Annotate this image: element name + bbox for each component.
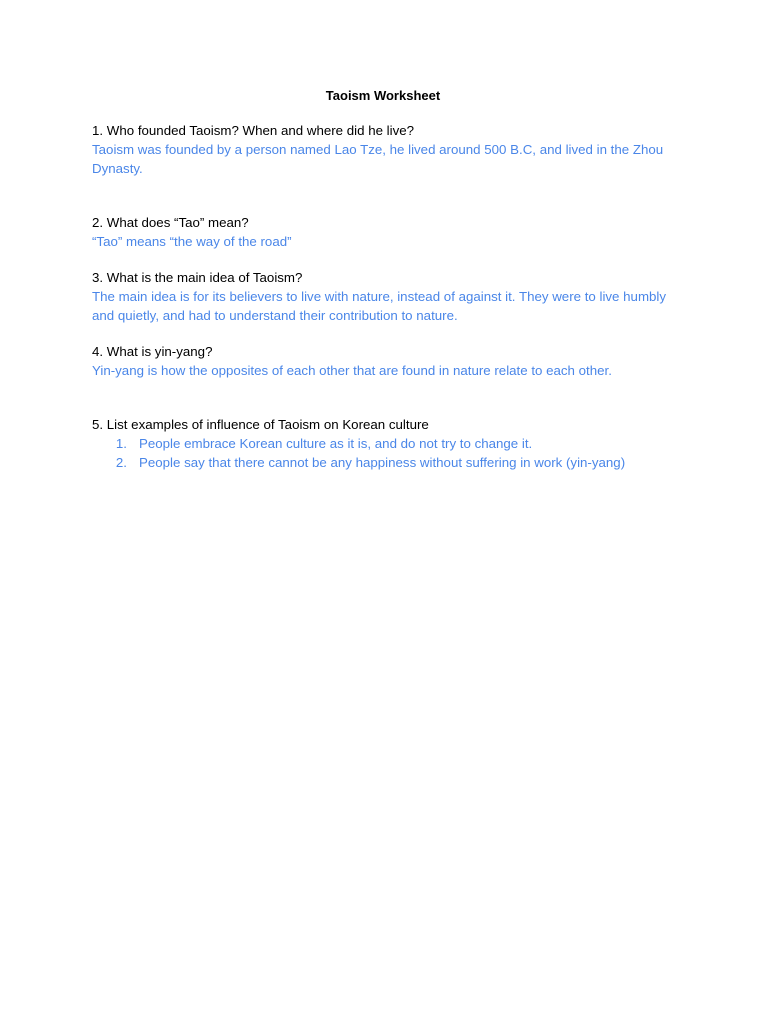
list-item-number: 1. (115, 436, 127, 451)
spacer (92, 325, 682, 342)
spacer (92, 178, 682, 213)
spacer (92, 380, 682, 415)
question-block-1 (92, 121, 682, 178)
question-1: 1. Who founded Taoism? When and where did he live? (92, 123, 415, 138)
worksheet-content (92, 121, 682, 472)
question-3: 3. What is the main idea of Taoism? (92, 270, 303, 285)
question-block-2 (92, 213, 682, 251)
list-item-text: People say that there cannot be any happiness without suffering in work (yin-yang) (139, 455, 626, 470)
question-block-4 (92, 342, 682, 380)
question-block-5 (92, 415, 682, 472)
answer-4: Yin-yang is how the opposites of each other that are found in nature relate to each other. (92, 363, 612, 378)
list-item (92, 434, 682, 453)
question-2: 2. What does “Tao” mean? (92, 215, 249, 230)
answer-1: Taoism was founded by a person named Lao Tze, he lived around 500 B.C, and lived in the Zhou Dynasty. (92, 142, 664, 176)
answer-2: “Tao” means “the way of the road” (92, 234, 292, 249)
list-item-text: People embrace Korean culture as it is, and do not try to change it. (139, 436, 533, 451)
spacer (92, 251, 682, 268)
examples-list (92, 434, 682, 472)
list-item (92, 453, 682, 472)
list-item-number: 2. (115, 455, 127, 470)
answer-3: The main idea is for its believers to live with nature, instead of against it. They were to live humbly and quietly, and had to understand their contribution to nature. (92, 289, 667, 323)
question-block-3 (92, 268, 682, 325)
worksheet-title: Taoism Worksheet (325, 88, 441, 103)
question-4: 4. What is yin-yang? (92, 344, 213, 359)
question-5: 5. List examples of influence of Taoism on Korean culture (92, 417, 429, 432)
